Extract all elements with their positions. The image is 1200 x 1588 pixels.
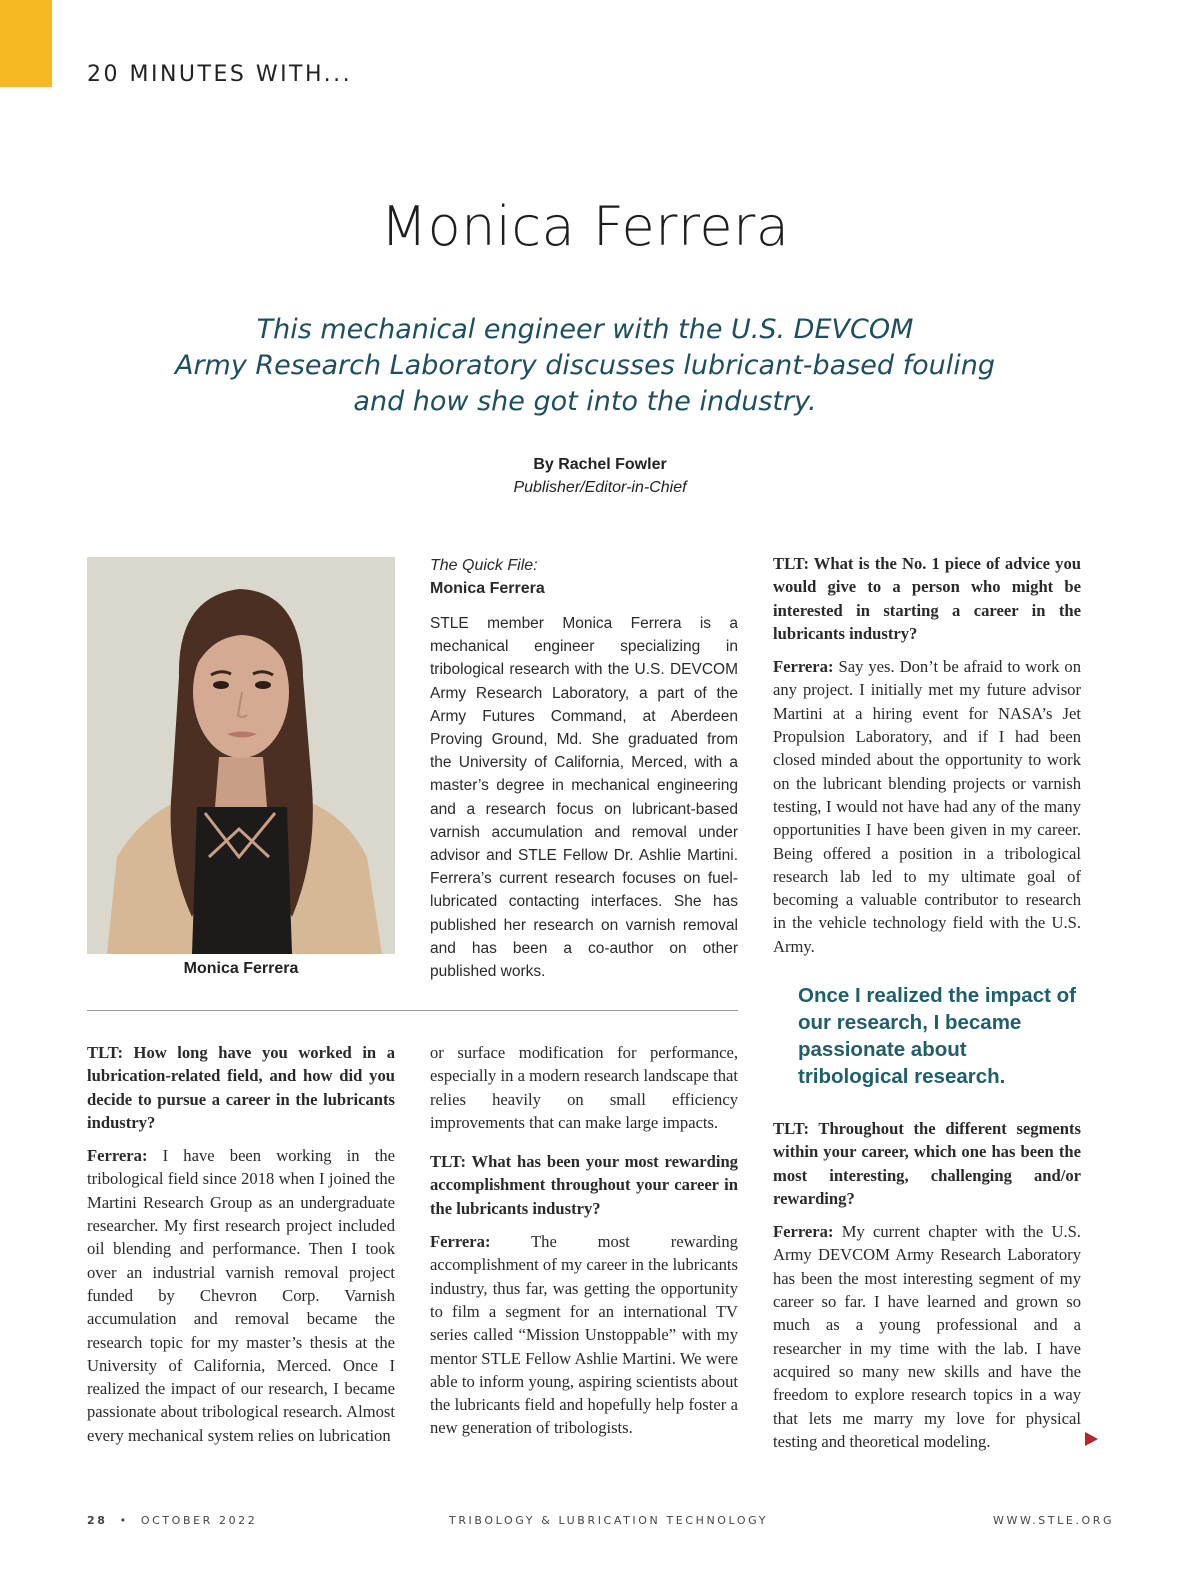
answer-3 bbox=[773, 655, 1081, 958]
pull-quote: Once I realized the impact of our research, I became passionate about tribological research. bbox=[798, 984, 1076, 1088]
photo-caption: Monica Ferrera bbox=[183, 960, 299, 977]
section-kicker: 20 MINUTES WITH... bbox=[87, 62, 353, 87]
byline bbox=[0, 453, 1200, 499]
answer-text: Say yes. Don’t be afraid to work on any project. I initially met my future advisor Martini at a hiring event for NASA’s Jet Propulsion Laboratory, and if I had been closed minded about the opportunity to work on the lubricant blending projects or varnish testing, I would not have had any of the many opportunities I have been given in my career. Being offered a position in a tribological research lab led to my ultimate goal of becoming a valuable contributor to research in the vehicle technology field with the U.S. Army. bbox=[773, 657, 1081, 956]
footer-website: WWW.STLE.ORG bbox=[993, 1514, 1115, 1527]
question-text: How long have you worked in a lubrication-related field, and how did you decide to pursue a career in the lubricants industry? bbox=[87, 1043, 395, 1132]
tlt-label: TLT: bbox=[773, 554, 809, 573]
answer-text: or surface modification for performance, especially in a modern research landscape that relies heavily on small efficiency improvements that can make large impacts. bbox=[430, 1043, 738, 1132]
quick-file-body: STLE member Monica Ferrera is a mechanical engineer specializing in tribological research with the U.S. DEVCOM Army Research Laboratory, a part of the Army Futures Command, at Aberdeen Proving Ground, Md. She graduated from the University of California, Merced, with a master’s degree in mechanical engineering and a research focus on lubricant-based varnish accumulation and removal under advisor and STLE Fellow Dr. Ashlie Martini. Ferrera’s current research focuses on fuel-lubricated contacting interfaces. She has published her research on varnish removal and has been a co-author on other published works. bbox=[430, 615, 738, 981]
answer-text: The most rewarding accomplishment of my career in the lubricants industry, thus far, was getting the opportunity to film a segment for an international TV series called “Mission Unstoppable” with my mentor STLE Fellow Ashlie Martini. We were able to inform young, aspiring scientists about the lubricants field and hopefully help foster a new generation of tribologists. bbox=[430, 1232, 738, 1438]
section-color-tab bbox=[0, 0, 52, 87]
question-2 bbox=[430, 1150, 738, 1220]
quick-file-name: Monica Ferrera bbox=[430, 580, 545, 597]
right-triangle-icon bbox=[1085, 1432, 1098, 1446]
question-3 bbox=[773, 552, 1081, 645]
deck-line: This mechanical engineer with the U.S. DEVCOM bbox=[256, 314, 914, 345]
answer-4 bbox=[773, 1220, 1081, 1453]
speaker-label: Ferrera: bbox=[773, 657, 834, 677]
question-4 bbox=[773, 1117, 1081, 1210]
question-text: What has been your most rewarding accomplishment throughout your career in the lubricants industry? bbox=[430, 1152, 738, 1218]
article-deck bbox=[130, 312, 1040, 420]
quick-file-label: The Quick File: bbox=[430, 557, 538, 574]
speaker-label: Ferrera: bbox=[773, 1222, 834, 1242]
answer-1-continued bbox=[430, 1041, 738, 1134]
column-right-top bbox=[773, 552, 1081, 968]
answer-1 bbox=[87, 1144, 395, 1447]
deck-line: and how she got into the industry. bbox=[353, 386, 817, 417]
quick-file-box bbox=[430, 554, 738, 983]
question-text: Throughout the different segments within your career, which one has been the most interesting, challenging and/or rewarding? bbox=[773, 1119, 1081, 1208]
issue-date: OCTOBER 2022 bbox=[140, 1514, 258, 1527]
byline-author: By Rachel Fowler bbox=[533, 456, 667, 473]
tlt-label: TLT: bbox=[773, 1119, 809, 1138]
speaker-label: Ferrera: bbox=[87, 1146, 148, 1166]
answer-2 bbox=[430, 1230, 738, 1440]
speaker-label: Ferrera: bbox=[430, 1232, 491, 1252]
answer-text: My current chapter with the U.S. Army DEVCOM Army Research Laboratory has been the most interesting segment of my career so far. I have learned and grown so much as a young professional and a researcher in my time with the lab. I have acquired so many new skills and have the freedom to explore research topics in a way that lets me marry my love for physical testing and theoretical modeling. bbox=[773, 1222, 1081, 1451]
question-text: What is the No. 1 piece of advice you would give to a person who might be interested in starting a career in the lubricants industry? bbox=[773, 554, 1081, 643]
portrait-photo bbox=[87, 557, 395, 954]
footer-separator: • bbox=[119, 1514, 129, 1527]
section-divider bbox=[87, 1010, 738, 1011]
answer-text: I have been working in the tribological field since 2018 when I joined the Martini Research Group as an undergraduate researcher. My first research project included oil blending and performance. Then I took over an industrial varnish removal project funded by Chevron Corp. Varnish accumulation and removal became the research topic for my master’s thesis at the University of California, Merced. Once I realized the impact of our research, I became passionate about tribological research. Almost every mechanical system relies on lubrication bbox=[87, 1146, 395, 1445]
byline-role: Publisher/Editor-in-Chief bbox=[513, 479, 687, 496]
portrait-illustration bbox=[87, 557, 395, 954]
question-1 bbox=[87, 1041, 395, 1134]
page-number: 28 bbox=[87, 1514, 108, 1527]
footer-left bbox=[87, 1514, 257, 1527]
tlt-label: TLT: bbox=[87, 1043, 123, 1062]
footer-publication: TRIBOLOGY & LUBRICATION TECHNOLOGY bbox=[449, 1514, 769, 1527]
column-middle bbox=[430, 1041, 738, 1450]
column-left bbox=[87, 1041, 395, 1457]
article-title: Monica Ferrera bbox=[380, 195, 790, 258]
column-right-bottom bbox=[773, 1117, 1081, 1463]
deck-line: Army Research Laboratory discusses lubricant-based fouling bbox=[174, 350, 996, 381]
tlt-label: TLT: bbox=[430, 1152, 466, 1172]
